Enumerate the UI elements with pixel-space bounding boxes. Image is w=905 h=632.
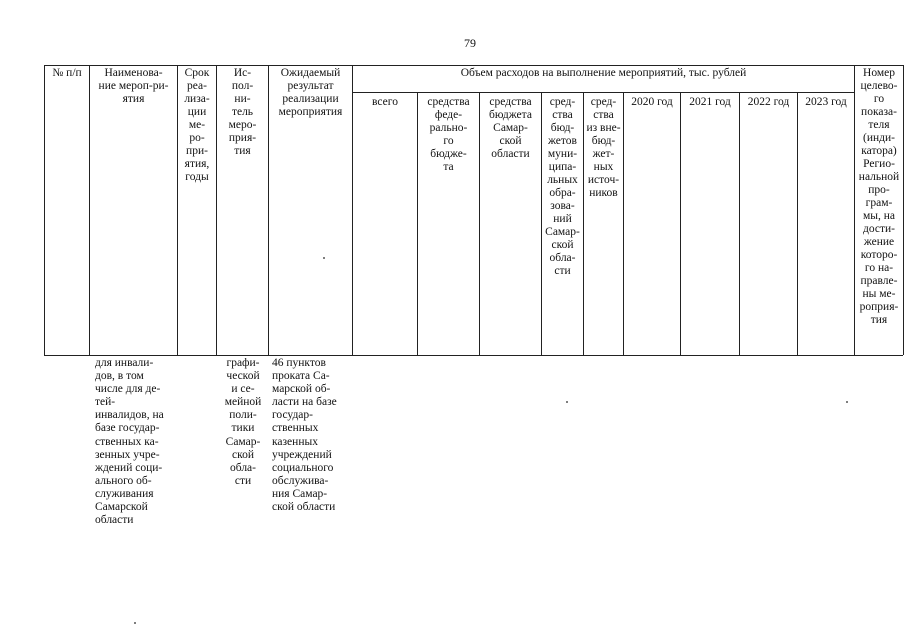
- expenses-subheader-line: [352, 92, 854, 93]
- subheader-municipal: сред- ства бюд- жетов муни- ципа- льных обра- зова- ний Самар- ской обла- сти: [545, 96, 580, 277]
- row-activity-name: для инвали- дов, в том числе для де- тей- инвалидов, на базе государ- ственных ка- зенных учре- ждений соци- ального об- служивания Самарской области: [95, 357, 164, 527]
- row-expected-result: 46 пунктов проката Са- марской об- ласти на базе государ- ственных казенных учреждений социального обслужива- ния Самар- ской области: [272, 357, 337, 514]
- divider-extra-2020: [623, 92, 624, 355]
- divider-2022-2023: [797, 92, 798, 355]
- subheader-extrabudget: сред- ства из вне- бюд- жет- ных источ- ников: [586, 96, 621, 199]
- header-col-name: Наименова- ние мероп-ри- ятия: [98, 67, 169, 105]
- scan-speck: [846, 401, 848, 403]
- table-top-border: [44, 65, 903, 66]
- subheader-2023: 2023 год: [805, 96, 847, 108]
- subheader-federal: средства феде- рально- го бюдже- та: [427, 96, 470, 173]
- table-right-border: [903, 65, 904, 355]
- header-col-indicator: Номер целево- го показа- теля (инди- катора) Регио- нальной про- грам- мы, на дости- жение которо- го на- правле- ны ме- роприя- тия: [858, 67, 900, 326]
- header-col-term: Срок реа- лиза- ции ме- ро- при- ятия, годы: [184, 67, 210, 183]
- subheader-total: всего: [372, 96, 398, 108]
- header-col-executor: Ис- пол- ни- тель меро- прия- тия: [228, 67, 257, 157]
- page-number: 79: [464, 36, 476, 50]
- scan-speck: [134, 622, 136, 624]
- divider-2021-2022: [739, 92, 740, 355]
- header-bottom-border: [44, 355, 903, 356]
- subheader-2021: 2021 год: [689, 96, 731, 108]
- subheader-2020: 2020 год: [631, 96, 673, 108]
- row-executor: графи- ческой и се- мейной поли- тики Самар- ской обла- сти: [224, 357, 262, 487]
- divider-2020-2021: [680, 92, 681, 355]
- scan-speck: [323, 257, 325, 259]
- divider-num-name: [89, 65, 90, 355]
- scan-speck: [566, 401, 568, 403]
- header-col-number: № п/п: [52, 67, 82, 79]
- table-left-border: [44, 65, 45, 355]
- header-col-expenses: Объем расходов на выполнение мероприятий, тыс. рублей: [460, 67, 747, 79]
- subheader-2022: 2022 год: [747, 96, 790, 108]
- header-col-result: Ожидаемый результат реализации мероприятия: [278, 67, 343, 118]
- subheader-regional: средства бюджета Самар- ской области: [489, 96, 532, 160]
